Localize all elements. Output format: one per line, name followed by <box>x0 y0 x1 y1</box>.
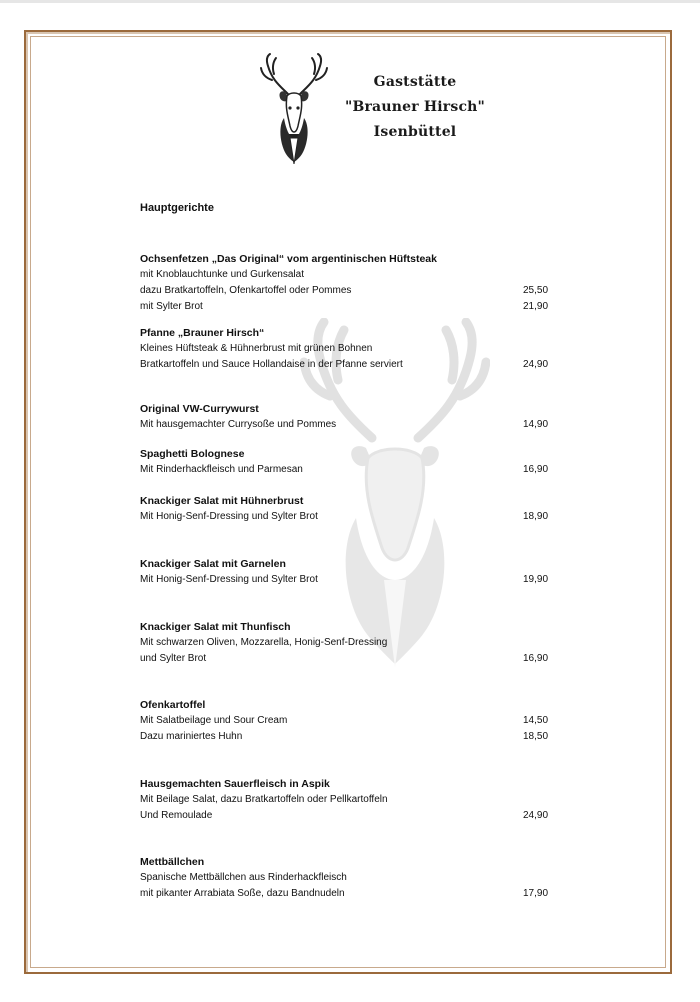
dish-price: 14,90 <box>523 419 549 430</box>
dish-name: Hausgemachten Sauerfleisch in Aspik <box>140 778 330 790</box>
menu-item <box>140 401 580 433</box>
dish-description-line: dazu Bratkartoffeln, Ofenkartoffel oder Pommes 25,50 <box>140 283 580 299</box>
dish-description-line: mit Knoblauchtunke und Gurkensalat <box>140 269 304 280</box>
dish-description-line: Dazu mariniertes Huhn 18,50 <box>140 729 580 745</box>
dish-name: Spaghetti Bolognese <box>140 448 245 460</box>
dish-description-line: Mit hausgemachter Currysoße und Pommes 14,90 <box>140 417 580 433</box>
dish-description-line: Mit Honig-Senf-Dressing und Sylter Brot 19,90 <box>140 572 580 588</box>
dish-name: Knackiger Salat mit Thunfisch <box>140 621 291 633</box>
dish-price: 19,90 <box>523 574 549 585</box>
restaurant-name-line-3: Isenbüttel <box>373 124 457 140</box>
dish-price: 14,50 <box>523 715 549 726</box>
menu-item <box>140 854 580 902</box>
dish-description-line: Mit schwarzen Oliven, Mozzarella, Honig-Senf-Dressing <box>140 637 388 648</box>
dish-name: Original VW-Currywurst <box>140 403 259 415</box>
restaurant-name-line-1: Gaststätte <box>373 74 457 90</box>
dish-description-line: mit Sylter Brot 21,90 <box>140 299 580 315</box>
dish-name: Ofenkartoffel <box>140 699 206 711</box>
dish-description-line: Mit Rinderhackfleisch und Parmesan 16,90 <box>140 462 580 478</box>
dish-description-line: Mit Salatbeilage und Sour Cream 14,50 <box>140 713 580 729</box>
dish-price: 24,90 <box>523 810 549 821</box>
dish-price: 17,90 <box>523 888 549 899</box>
menu-item <box>140 325 580 373</box>
dish-name: Knackiger Salat mit Garnelen <box>140 558 286 570</box>
menu-item <box>140 556 580 588</box>
dish-price: 21,90 <box>523 301 549 312</box>
dish-description-line: mit pikanter Arrabiata Soße, dazu Bandnudeln 17,90 <box>140 886 580 902</box>
menu-item <box>140 697 580 745</box>
dish-description-line: und Sylter Brot 16,90 <box>140 651 580 667</box>
section-title: Hauptgerichte <box>140 202 214 214</box>
menu-item <box>140 493 580 525</box>
dish-price: 25,50 <box>523 285 549 296</box>
dish-price: 16,90 <box>523 653 549 664</box>
dish-name: Ochsenfetzen „Das Original“ vom argentinischen Hüftsteak <box>140 253 437 265</box>
dish-description-line: Spanische Mettbällchen aus Rinderhackfleisch <box>140 872 347 883</box>
menu-item <box>140 251 580 315</box>
dish-description-line: Mit Honig-Senf-Dressing und Sylter Brot 18,90 <box>140 509 580 525</box>
dish-description-line: Mit Beilage Salat, dazu Bratkartoffeln oder Pellkartoffeln <box>140 794 388 805</box>
menu-item <box>140 619 580 667</box>
stag-logo-icon <box>258 52 330 164</box>
dish-price: 16,90 <box>523 464 549 475</box>
dish-description-line: Und Remoulade 24,90 <box>140 808 580 824</box>
dish-price: 18,90 <box>523 511 549 522</box>
restaurant-name-line-2: "Brauner Hirsch" <box>344 99 486 115</box>
dish-description-line: Kleines Hüftsteak & Hühnerbrust mit grünen Bohnen <box>140 343 373 354</box>
dish-price: 24,90 <box>523 359 549 370</box>
dish-name: Mettbällchen <box>140 856 205 868</box>
restaurant-name <box>340 70 490 145</box>
menu-item <box>140 446 580 478</box>
dish-name: Knackiger Salat mit Hühnerbrust <box>140 495 304 507</box>
menu-item <box>140 776 580 824</box>
dish-price: 18,50 <box>523 731 549 742</box>
dish-description-line: Bratkartoffeln und Sauce Hollandaise in der Pfanne serviert 24,90 <box>140 357 580 373</box>
viewer-top-line <box>0 0 700 3</box>
dish-name: Pfanne „Brauner Hirsch“ <box>140 327 265 339</box>
